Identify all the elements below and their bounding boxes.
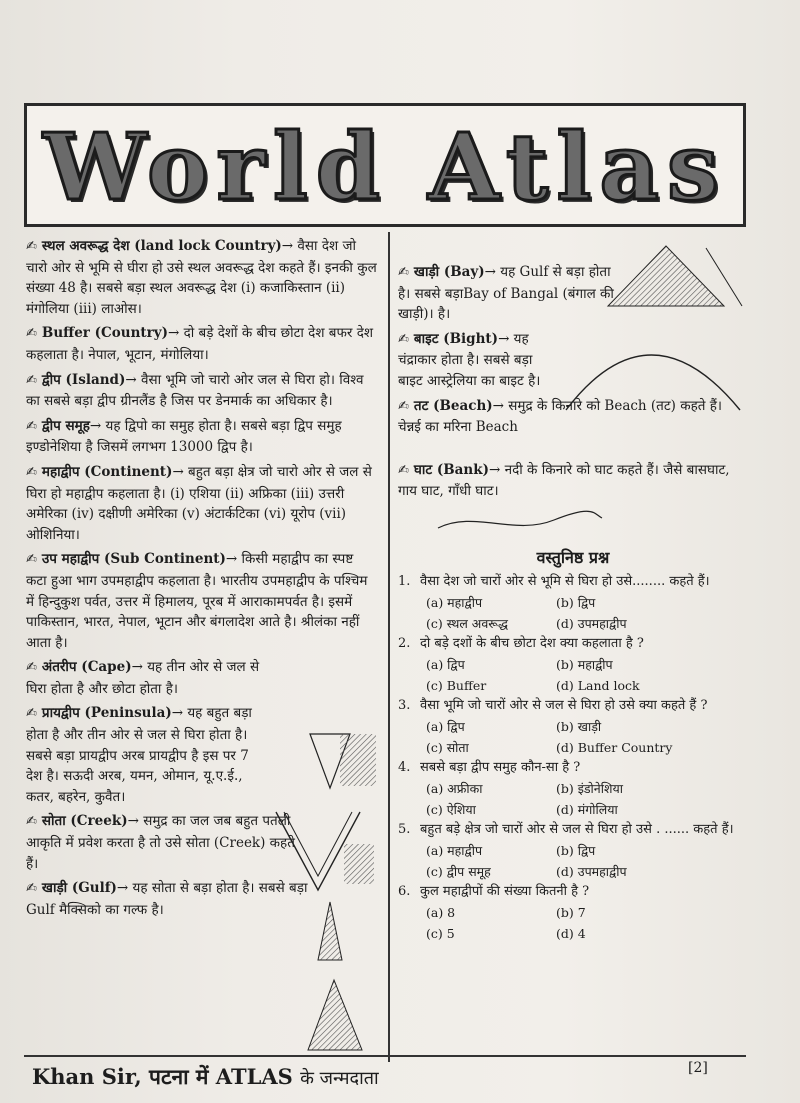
term-body: → यह बहुत बड़ा होता है और तीन ओर से जल से घिरा होता है। सबसे बड़ा प्रायद्वीप अरब प्रायद्वीप है इस पर 7 देश है। सऊदी अरब, यमन, ओमान, यू.ए.ई., कतर, बहरेन, कुवैत। — [26, 705, 252, 805]
option-a: (a) अफ्रीका — [426, 780, 483, 796]
term-heading: उप महाद्वीप (Sub Continent) — [41, 551, 226, 568]
term-heading: द्वीप (Island) — [41, 371, 126, 388]
river-bank-diagram — [434, 506, 604, 540]
option-c: (c) द्वीप समूह — [426, 863, 491, 879]
term-heading: सोता (Creek) — [41, 813, 128, 830]
pen-nib-icon: ✍ — [398, 398, 409, 414]
term-body: → समुद्र के किनारे को Beach (तट) कहते हैं। चेन्नई का मरिना Beach — [398, 397, 723, 436]
term-body: → किसी महाद्वीप का स्पष्ट कटा हुआ भाग उपमहाद्वीप कहलाता है। भारतीय उपमहाद्वीप के पश्चिम में हिन्दुकुश पर्वत, उत्तर में हिमालय, पूरब में आराकामपर्वत है। इसमें पाकिस्तान, भारत, नेपाल, भूटान और बंगलादेश आते है। श्रीलंका नहीं आता है। — [26, 551, 368, 651]
term-heading: अंतरीप (Cape) — [41, 659, 132, 676]
term-heading: प्रायद्वीप (Peninsula) — [41, 705, 172, 722]
column-divider — [388, 232, 390, 1062]
title-banner — [24, 103, 746, 227]
page-number: [2] — [688, 1060, 708, 1076]
definition-buffer — [26, 323, 378, 365]
pen-nib-icon: ✍ — [26, 552, 37, 568]
option-d: (d) 4 — [556, 925, 586, 941]
option-d: (d) Buffer Country — [556, 739, 673, 755]
option-c: (c) सोता — [426, 739, 469, 755]
footer-author: Khan Sir, — [32, 1064, 142, 1089]
mcq-question-6 — [398, 882, 748, 944]
gulf-diagram — [304, 978, 366, 1052]
question-number: 2. — [398, 635, 411, 651]
question-text: कुल महाद्वीपों की संख्या कितनी है ? — [420, 883, 590, 899]
pen-nib-icon: ✍ — [26, 418, 37, 434]
option-d: (d) मंगोलिया — [556, 801, 618, 817]
term-heading: द्वीप समूह — [41, 417, 90, 434]
pen-nib-icon: ✍ — [398, 462, 409, 478]
pen-nib-icon: ✍ — [26, 660, 37, 676]
page-title: World Atlas — [43, 113, 727, 221]
footer-rule — [24, 1055, 746, 1057]
definition-island — [26, 370, 378, 412]
option-b: (b) द्विप — [556, 594, 596, 610]
question-text: वैसा भूमि जो चारों ओर से जल से घिरा हो उसे क्या कहते हैं ? — [420, 697, 708, 713]
term-heading: बाइट (Bight) — [413, 330, 499, 347]
footer-city: पटना में ATLAS — [149, 1064, 293, 1089]
option-c: (c) स्थल अवरूद्ध — [426, 615, 508, 631]
question-text: दो बड़े दशों के बीच छोटा देश क्या कहलाता है ? — [420, 635, 644, 651]
mcq-heading: वस्तुनिष्ठ प्रश्न — [536, 547, 610, 567]
term-heading: घाट (Bank) — [413, 461, 489, 478]
question-number: 6. — [398, 883, 411, 899]
creek-diagram — [312, 900, 348, 962]
term-body: → यह चंद्राकार होता है। सबसे बड़ा बाइट आस्ट्रेलिया का बाइट है। — [398, 330, 541, 389]
definition-archipelago — [26, 416, 378, 458]
mcq-question-3 — [398, 696, 748, 758]
term-body: → नदी के किनारे को घाट कहते हैं। जैसे बासघाट, गाय घाट, गाँधी घाट। — [398, 461, 730, 500]
option-b: (b) खाड़ी — [556, 718, 602, 734]
term-body: → यह तीन ओर से जल से घिरा होता है और छोटा होता है। — [26, 659, 260, 697]
pen-nib-icon: ✍ — [26, 881, 37, 897]
question-number: 5. — [398, 821, 411, 837]
term-heading: महाद्वीप (Continent) — [41, 463, 173, 480]
footer-tagline — [32, 1063, 379, 1091]
term-body: → बहुत बड़ा क्षेत्र जो चारो ओर से जल से घिरा हो महाद्वीप कहलाता है। (i) एशिया (ii) अफ्रिका (iii) उत्तरी अमेरिका (iv) दक्षीणी अमेरिका (v) अंटार्कटिका (vi) यूरोप (vii) ओशिनिया। — [26, 463, 372, 543]
mcq-question-1 — [398, 572, 748, 634]
definition-creek — [26, 811, 306, 874]
question-text: बहुत बड़े क्षेत्र जो चारों ओर से जल से घिरा हो उसे . ...... कहते हैं। — [420, 821, 734, 837]
option-b: (b) इंडोनेशिया — [556, 780, 623, 796]
option-d: (d) Land lock — [556, 677, 640, 693]
pen-nib-icon: ✍ — [26, 239, 37, 254]
definition-continent — [26, 462, 378, 545]
definition-bight — [398, 329, 558, 392]
option-a: (a) महाद्वीप — [426, 594, 483, 610]
definition-subcontinent — [26, 549, 378, 653]
pen-nib-icon: ✍ — [26, 372, 37, 388]
option-a: (a) द्विप — [426, 656, 465, 672]
definition-peninsula — [26, 703, 266, 807]
option-a: (a) 8 — [426, 904, 456, 920]
question-text: सबसे बड़ा द्वीप समुह कौन-सा है ? — [420, 759, 581, 775]
term-body: → वैसा देश जो चारो ओर से भूमि से घीरा हो उसे स्थल अवरूद्ध देश कहते हैं। इनकी कुल संख्या 48 है। सबसे बड़ा स्थल अवरूद्ध देश (i) कजाकिस्तान (ii) मंगोलिया (iii) लाओस। — [26, 238, 377, 317]
pen-nib-icon: ✍ — [26, 814, 37, 830]
term-body: → यह सोता से बड़ा होता है। सबसे बड़ा Gulf मैक्सिको का गल्फ है। — [26, 880, 308, 918]
option-c: (c) Buffer — [426, 677, 487, 693]
option-a: (a) द्विप — [426, 718, 465, 734]
cape-diagram — [300, 732, 380, 790]
question-number: 4. — [398, 759, 411, 775]
term-body: → समुद्र का जल जब बहुत पतली आकृति में प्रवेश करता है तो उसे सोता (Creek) कहते हैं। — [26, 813, 295, 872]
term-heading: खाड़ी (Gulf) — [41, 880, 117, 897]
pen-nib-icon: ✍ — [26, 464, 37, 480]
pen-nib-icon: ✍ — [26, 326, 37, 342]
bight-diagram — [560, 330, 746, 414]
option-a: (a) महाद्वीप — [426, 842, 483, 858]
option-c: (c) ऐशिया — [426, 801, 476, 817]
term-body: → यह द्विपो का समुह होता है। सबसे बड़ा द्विप समुह इण्डोनेशिया है जिसमें लगभग 13000 द्विप है। — [26, 417, 342, 456]
term-heading: स्थल अवरूद्ध देश (land lock Country) — [41, 238, 282, 254]
option-b: (b) महाद्वीप — [556, 656, 613, 672]
footer-suffix: के जन्मदाता — [300, 1068, 379, 1089]
bay-diagram — [606, 244, 746, 310]
term-body: → वैसा भूमि जो चारो ओर जल से घिरा हो। विश्व का सबसे बड़ा द्वीप ग्रीनलैंड है जिस पर डेनमार्क का अधिकार है। — [26, 371, 364, 410]
option-d: (d) उपमहाद्वीप — [556, 863, 627, 879]
mcq-question-2 — [398, 634, 748, 696]
question-text: वैसा देश जो चारों ओर से भूमि से घिरा हो उसे........ कहते हैं। — [420, 573, 710, 589]
question-number: 3. — [398, 697, 411, 713]
option-d: (d) उपमहाद्वीप — [556, 615, 627, 631]
pen-nib-icon: ✍ — [398, 331, 409, 347]
definition-bank — [398, 460, 748, 502]
definition-landlocked — [26, 236, 378, 319]
term-body: → यह Gulf से बड़ा होता है। सबसे बड़ाBay of Bangal (बंगाल की खाड़ी)। है। — [398, 264, 614, 323]
term-heading: खाड़ी (Bay) — [413, 264, 485, 280]
option-b: (b) 7 — [556, 904, 586, 920]
option-c: (c) 5 — [426, 925, 455, 941]
pen-nib-icon: ✍ — [398, 265, 409, 280]
term-body: → दो बड़े देशों के बीच छोटा देश बफर देश कहलाता है। नेपाल, भूटान, मंगोलिया। — [26, 325, 374, 363]
mcq-question-4 — [398, 758, 748, 820]
peninsula-diagram — [268, 804, 378, 894]
definition-cape — [26, 657, 266, 699]
mcq-question-5 — [398, 820, 748, 882]
term-heading: तट (Beach) — [413, 397, 493, 414]
option-b: (b) द्विप — [556, 842, 596, 858]
definition-bay — [398, 262, 618, 325]
term-heading: Buffer (Country) — [41, 325, 168, 342]
pen-nib-icon: ✍ — [26, 706, 37, 722]
question-number: 1. — [398, 573, 411, 589]
